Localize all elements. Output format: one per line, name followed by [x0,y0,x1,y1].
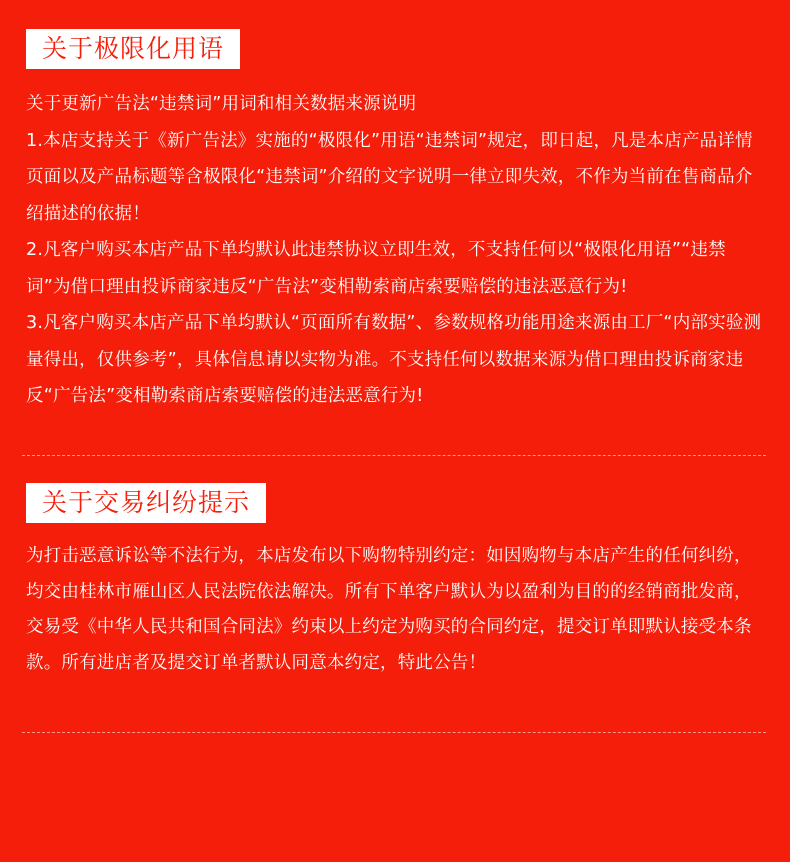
divider [22,455,766,456]
extreme-terms-text [26,86,766,415]
extreme-terms-clause-1: 1.本店支持关于《新广告法》实施的“极限化”用语“违禁词”规定，即日起，凡是本店产品详情页面以及产品标题等含极限化“违禁词”介绍的文字说明一律立即失效，不作为当前在售商品介绍描述的依据！ [26,130,753,224]
trade-dispute-notice: 为打击恶意诉讼等不法行为，本店发布以下购物特别约定：如因购物与本店产生的任何纠纷，均交由桂林市雁山区人民法院依法解决。所有下单客户默认为以盈利为目的的经销商批发商，交易受《中华人民共和国合同法》约束以上约定为购买的合同约定，提交订单即默认接受本条款。所有进店者及提交订单者默认同意本约定，特此公告！ [26,546,752,673]
extreme-terms-intro: 关于更新广告法“违禁词”用词和相关数据来源说明 [26,94,417,114]
divider [22,732,766,733]
section-title-extreme-terms: 关于极限化用语 [26,29,240,69]
extreme-terms-clause-2: 2.凡客户购买本店产品下单均默认此违禁协议立即生效，不支持任何以“极限化用语”“违禁词”为借口理由投诉商家违反“广告法”变相勒索商店索要赔偿的违法恶意行为! [26,240,726,297]
section-title-trade-dispute: 关于交易纠纷提示 [26,483,266,523]
extreme-terms-clause-3: 3.凡客户购买本店产品下单均默认“页面所有数据”、参数规格功能用途来源由工厂“内部实验测量得出，仅供参考”，具体信息请以实物为准。不支持任何以数据来源为借口理由投诉商家违反“广告法”变相勒索商店索要赔偿的违法恶意行为! [26,313,762,406]
trade-dispute-text [26,539,766,681]
